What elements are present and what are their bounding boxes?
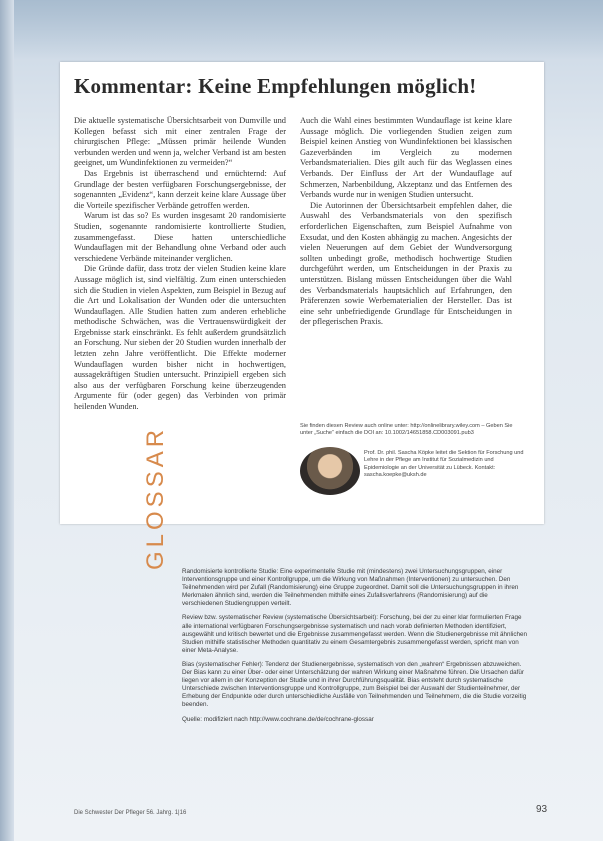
glossar-entry: Bias (systematischer Fehler): Tendenz der Studienergebnisse, systematisch von den „wahren“ Ergebnissen abzuweichen. Der Bias kann zu einer Über- oder einer Unterschätzung der wahren Wirkung einer Maßnahme führen. Die Ursachen dafür liegen vor allem in der Konzeption der Studie und in ihrer Durchführungsqualität. Bias entsteht durch systematische Unterschiede zwischen Interventionsgruppe und Kontrollgruppe, zum Beispiel bei der Auswahl der Studienteilnehmer, der Erhebung der Endpunkte oder durch unterschiedliche Ausfälle von Teilnehmenden und Teilnehmern, die die Studie vorzeitig beenden. [182,660,527,709]
paragraph: Die Gründe dafür, dass trotz der vielen Studien keine klare Aussage möglich ist, sind vielfältig. Zum einen unterschieden sich die Studien in vielen Aspekten, zum Beispiel in Bezug auf die Art und Lokalisation der Wunden oder die untersuchten Wundauflagen. Alle Studien hatten zum anderen erhebliche methodische Schwächen, was die Vertrauenswürdigkeit der Ergebnisse stark einschränkt. Es fehlt außerdem grundsätzlich an Forschung. Nur sieben der 20 Studien wurden innerhalb der letzten zehn Jahre veröffentlicht. Die Effekte moderner Wundauflagen wurden bisher nicht in hochwertigen, aussagekräftigen Studien untersucht. Prinzipiell ergeben sich also aus der verfügbaren Forschung keine überzeugenden Argumente für (oder gegen) das Verbinden von primär heilenden Wunden. [74,264,286,412]
author-bio: Prof. Dr. phil. Sascha Köpke leitet die Sektion für Forschung und Lehre in der Pflege am Institut für Sozialmedizin und Epidemiologie an der Universität zu Lübeck. Kontakt: sascha.koepke@uksh.de [364,450,524,479]
article-title: Kommentar: Keine Empfehlungen möglich! [74,74,477,98]
paragraph: Das Ergebnis ist überraschend und ernüchternd: Auf Grundlage der besten verfügbaren Forschungsergebnisse, der sogenannten „Evidenz“, kann derzeit keine klare Aussage über die Vorteile spezifischer Verbände getroffen werden. [74,168,286,210]
glossar-entry: Randomisierte kontrollierte Studie: Eine experimentelle Studie mit (mindestens) zwei Untersuchungsgruppen, einer Interventionsgruppe und einer Kontrollgruppe, um die Wirkung von Maßnahmen (Interventionen) zu untersuchen. Den Teilnehmenden wird per Zufall (Randomisierung) eine Gruppe zugeordnet. Damit soll die Untersuchungsgruppen in ihren Merkmalen ähnlich sind, werden die Teilnehmenden mithilfe eines Zufallsverfahrens (Randomisierung) auf die verschiedenen Studiengruppen verteilt. [182,568,519,608]
paragraph: Warum ist das so? Es wurden insgesamt 20 randomisierte Studien, sogenannte randomisierte kontrollierte Studien, zusammengefasst. Diese hatten unterschiedliche Wundauflagen mit der Behandlung ohne Verband oder auch verschiedene Verbände miteinander verglichen. [74,211,286,263]
glossar-section [182,568,527,730]
glossar-heading: GLOSSAR [142,425,169,570]
background-shade [0,0,603,60]
online-note: Sie finden diesen Review auch online unter: http://onlinelibrary.wiley.com – Geben Sie unter „Suche“ einfach die DOI an: 10.1002/14651858.CD003091.pub3 [300,423,513,437]
page-edge [0,0,14,841]
author-photo [300,447,360,495]
article-left-column [74,116,286,413]
glossar-source: Quelle: modifiziert nach http://www.cochrane.de/de/cochrane-glossar [182,715,374,723]
glossar-entry: Review bzw. systematischer Review (systematische Übersichtsarbeit): Forschung, bei der zu einer klar formulierten Frage alle international verfügbaren Forschungsergebnisse systematisch und nach vorab definierten Methoden identifiziert, ausgewählt und kritisch bewertet und die Ergebnisse zusammengefasst werden. Wenn die Studienergebnisse mit ähnlichen Studien mithilfe statistischer Methoden quantitativ zu einem Gesamtergebnis zusammengefasst werden, spricht man von einer Meta-Analyse. [182,614,528,654]
paragraph: Auch die Wahl eines bestimmten Wundauflage ist keine klare Aussage möglich. Die vorliegenden Studien zeigen zum Beispiel keinen Anstieg von Wundinfektionen bei klassischen Gazeverbänden im Vergleich zu modernen Verbandsmaterialien. Dies gilt auch für das Weglassen eines Verbands. Der Einfluss der Art der Wundauflage auf Schmerzen, Narbenbildung, Akzeptanz und das Entfernen des Verbands wurde nur in wenigen Studien untersucht. [300,116,512,200]
page-number: 93 [536,804,548,815]
article-right-column [300,116,512,328]
paragraph: Die aktuelle systematische Übersichtsarbeit von Dumville und Kollegen befasst sich mit einer zentralen Frage der chirurgischen Pflege: „Müssen primär heilende Wunden verbunden werden und wenn ja, welcher Verband ist am besten geeignet, um Wundinfektionen zu vermeiden?“ [74,116,286,168]
journal-footer: Die Schwester Der Pfleger 56. Jahrg. 1|16 [74,810,187,816]
paragraph: Die Autorinnen der Übersichtsarbeit empfehlen daher, die Auswahl des Verbandsmaterials von den spezifisch erforderlichen Eigenschaften, zum Beispiel Aufnahme von Exsudat, und den Kosten abhängig zu machen. Angesichts der vielen Neuerungen auf dem Gebiet der Wundversorgung sollten unbedingt große, methodisch hochwertige Studien durchgeführt werden, um Entscheidungen in der Praxis zu unterstützen. Bislang müssen Entscheidungen über die Wahl des Verbandsmaterials hauptsächlich auf Erfahrungen, den Präferenzen sowie Werbematerialien der Hersteller. Das ist eine sehr unbefriedigende Grundlage für Entscheidungen in der pflegerischen Praxis. [300,200,512,327]
